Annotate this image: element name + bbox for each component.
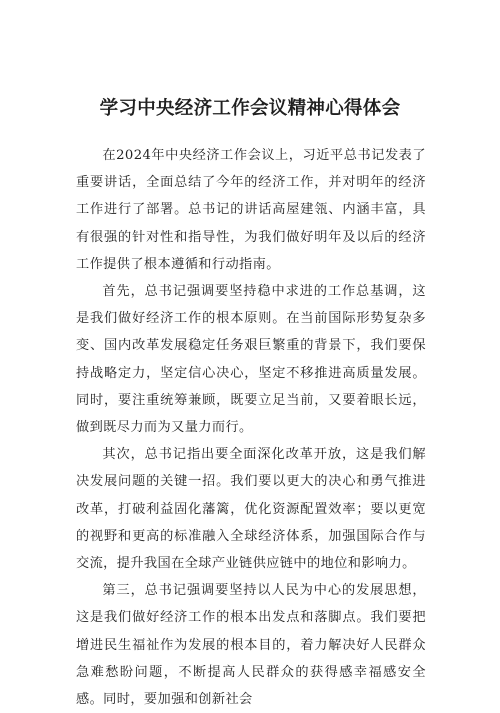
paragraph-second-point: 其次，总书记指出要全面深化改革开放，这是我们解决发展问题的关键一招。我们要以更大的决心和勇气推进改革，打破利益固化藩篱，优化资源配置效率；要以更宽的视野和更高的标准融入全球经济体系，加强国际合作与交流，提升我国在全球产业链供应链中的地位和影响力。 — [76, 447, 426, 572]
paragraph-first-point: 首先，总书记强调要坚持稳中求进的工作总基调，这是我们做好经济工作的根本原则。在当前国际形势复杂多变、国内改革发展稳定任务艰巨繁重的背景下，我们要保持战略定力，坚定信心决心，坚定不移推进高质量发展。同时，要注重统筹兼顾，既要立足当前，又要着眼长远，做到既尽力而为又量力而行。 — [76, 284, 426, 436]
document-body — [76, 142, 426, 713]
paragraph-intro: 在2024年中央经济工作会议上，习近平总书记发表了重要讲话，全面总结了今年的经济工作，并对明年的经济工作进行了部署。总书记的讲话高屋建瓴、内涵丰富，具有很强的针对性和指导性，为我们做好明年及以后的经济工作提供了根本遵循和行动指南。 — [76, 148, 426, 272]
paragraph-third-point: 第三，总书记强调要坚持以人民为中心的发展思想，这是我们做好经济工作的根本出发点和落脚点。我们要把增进民生福祉作为发展的根本目的，着力解决好人民群众急难愁盼问题，不断提高人民群众的获得感幸福感安全感。同时，要加强和创新社会 — [76, 583, 426, 708]
document-title: 学习中央经济工作会议精神心得体会 — [99, 98, 401, 119]
